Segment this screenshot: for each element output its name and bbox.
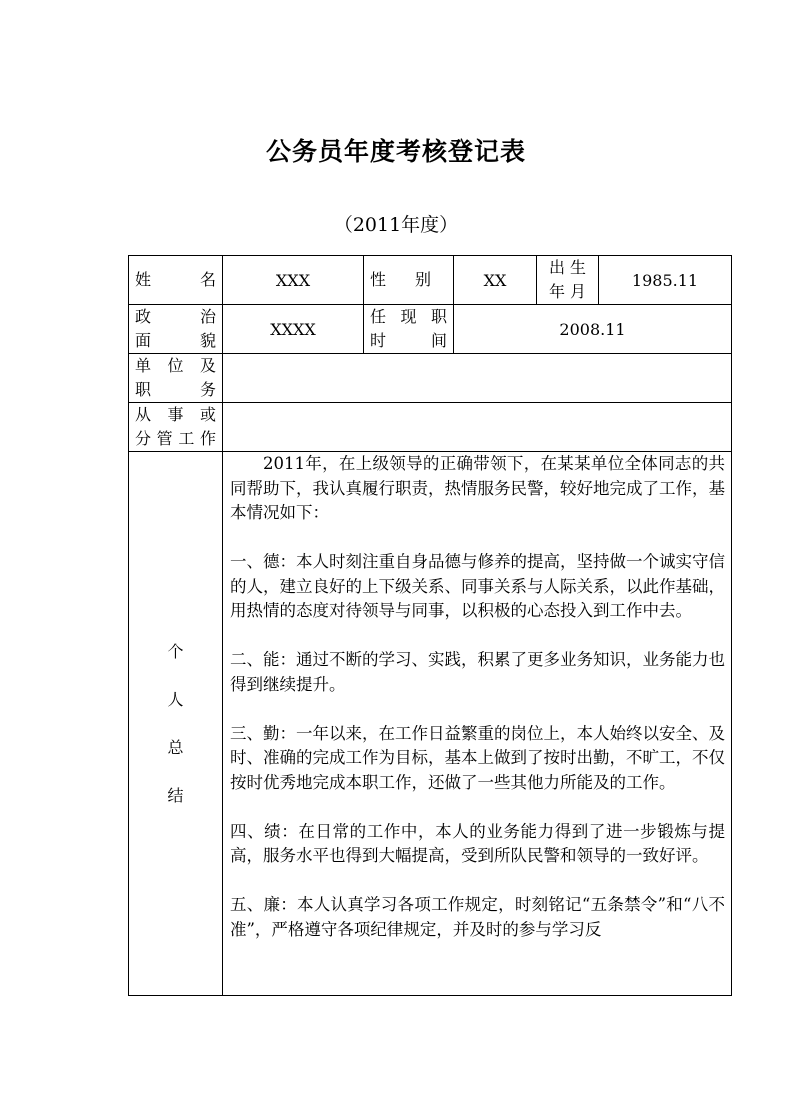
gender-label-char-1: 性	[370, 270, 387, 289]
summary-paragraph-diligence: 三、勤：一年以来，在工作日益繁重的岗位上，本人始终以安全、及时、准确的完成工作为目标，基本上做到了按时出勤，不旷工，不仅按时优秀地完成本职工作，还做了一些其他力所能及的工作。	[230, 723, 725, 792]
summary-label-char-2: 人	[167, 689, 184, 709]
work-label-line-2: 分管工作	[135, 429, 216, 448]
summary-content[interactable]	[223, 452, 732, 996]
summary-paragraph-intro: 2011年，在上级领导的正确带领下，在某某单位全体同志的共同帮助下，我认真履行职责，热情服务民警，较好地完成了工作，基本情况如下：	[230, 454, 725, 522]
summary-label	[129, 452, 223, 996]
unit-label-line-2: 职 务	[135, 380, 216, 399]
summary-paragraph-ability: 二、能：通过不断的学习、实践，积累了更多业务知识，业务能力也得到继续提升。	[230, 650, 725, 694]
summary-label-char-1: 个	[167, 641, 184, 661]
gender-label-char-2: 别	[414, 270, 431, 289]
row-unit-position	[129, 354, 732, 403]
gender-value[interactable]: XX	[454, 256, 537, 305]
unit-label	[129, 354, 223, 403]
appointment-label	[364, 305, 454, 354]
work-label-line-1: 从 事 或	[135, 405, 216, 424]
appointment-label-line-2: 时 间	[370, 331, 447, 350]
political-value[interactable]: XXXX	[223, 305, 364, 354]
row-personal-summary	[129, 452, 732, 996]
document-subtitle: （2011年度）	[333, 214, 459, 236]
political-label-line-2: 面 貌	[135, 331, 216, 350]
birth-label-line-2: 年 月	[548, 282, 587, 301]
row-political-appointment	[129, 305, 732, 354]
name-value[interactable]: XXX	[223, 256, 364, 305]
birth-value[interactable]: 1985.11	[599, 256, 732, 305]
political-label-line-1: 政 治	[135, 307, 216, 326]
summary-paragraph-virtue: 一、德：本人时刻注重自身品德与修养的提高，坚持做一个诚实守信的人，建立良好的上下级关系、同事关系与人际关系，以此作基础，用热情的态度对待领导与同事，以积极的心态投入到工作中去。	[230, 552, 725, 620]
summary-paragraph-achievement: 四、绩：在日常的工作中，本人的业务能力得到了进一步锻炼与提高，服务水平也得到大幅提高，受到所队民警和领导的一致好评。	[230, 821, 725, 865]
gender-label	[364, 256, 454, 305]
work-label	[129, 403, 223, 452]
appointment-label-line-1: 任 现 职	[370, 307, 447, 326]
document-title: 公务员年度考核登记表	[265, 137, 526, 166]
name-label-char-2: 名	[199, 270, 216, 289]
assessment-form-table	[128, 255, 732, 996]
work-value[interactable]	[223, 403, 732, 452]
appointment-value[interactable]: 2008.11	[454, 305, 732, 354]
summary-label-char-3: 总	[167, 737, 184, 757]
summary-paragraph-integrity: 五、廉：本人认真学习各项工作规定，时刻铭记“五条禁令”和“八不准”，严格遵守各项纪律规定，并及时的参与学习反	[230, 895, 725, 939]
birth-label	[537, 256, 599, 305]
unit-value[interactable]	[223, 354, 732, 403]
unit-label-line-1: 单 位 及	[135, 356, 216, 375]
birth-label-line-1: 出 生	[548, 258, 587, 277]
political-label	[129, 305, 223, 354]
row-work-duty	[129, 403, 732, 452]
row-basic-info	[129, 256, 732, 305]
name-label-char-1: 姓	[135, 270, 152, 289]
name-label	[129, 256, 223, 305]
summary-label-char-4: 结	[167, 785, 184, 805]
